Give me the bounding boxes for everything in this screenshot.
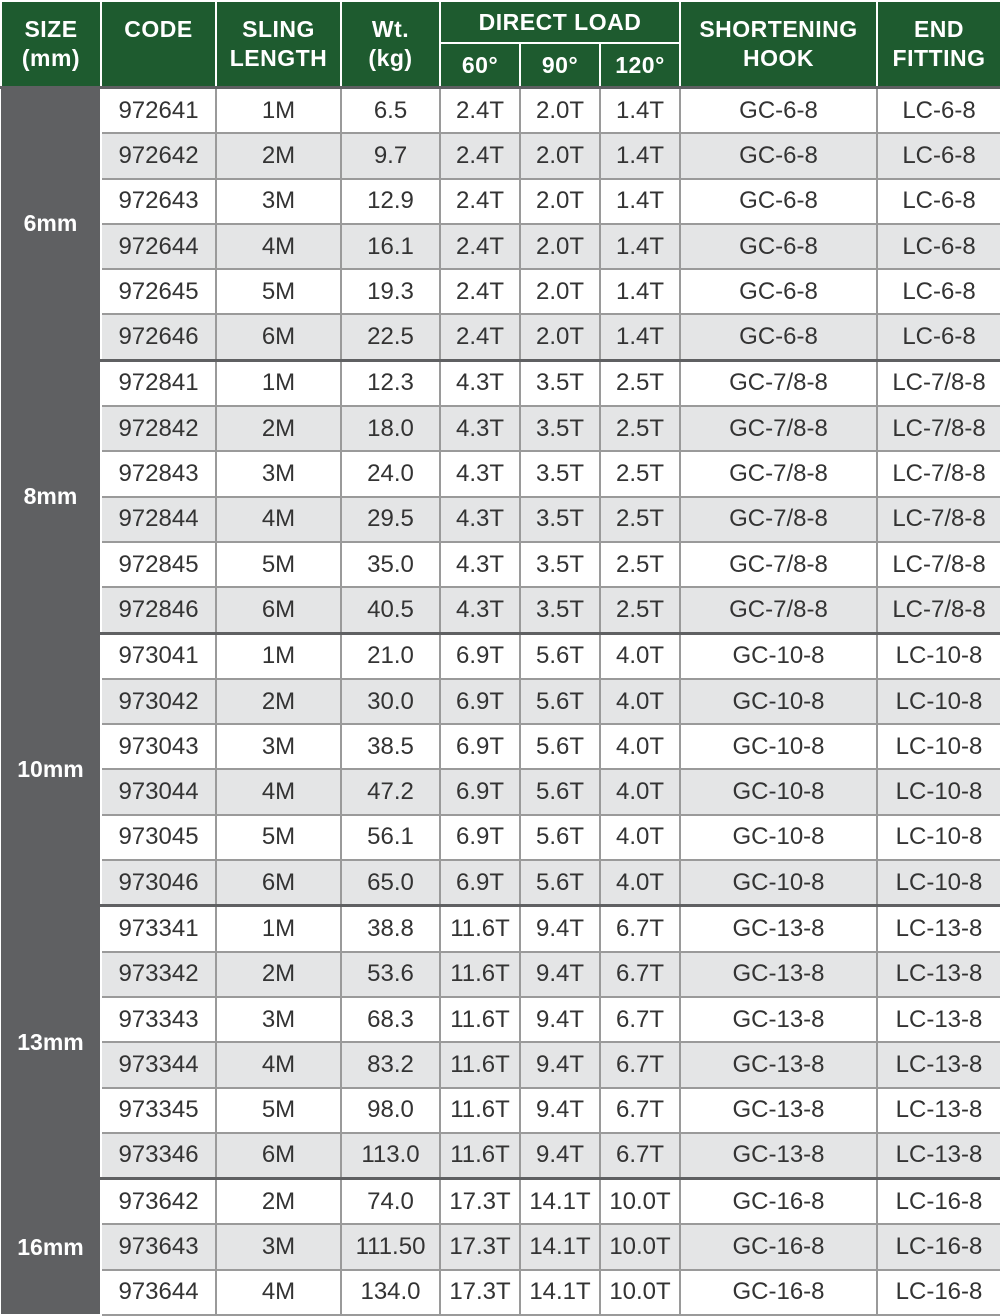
code-cell: 973644 bbox=[101, 1270, 216, 1315]
load-60-cell: 2.4T bbox=[440, 314, 520, 360]
table-row bbox=[1, 1224, 1000, 1269]
code-cell: 972644 bbox=[101, 224, 216, 269]
load-120-cell: 4.0T bbox=[600, 679, 680, 724]
load-90-cell: 2.0T bbox=[520, 314, 600, 360]
shortening-hook-cell: GC-6-8 bbox=[680, 133, 877, 178]
sling-length-cell: 4M bbox=[216, 1042, 341, 1087]
end-fitting-cell: LC-10-8 bbox=[877, 769, 1000, 814]
load-60-cell: 11.6T bbox=[440, 952, 520, 997]
load-60-cell: 11.6T bbox=[440, 997, 520, 1042]
header-sling-length-line1: SLING bbox=[242, 16, 315, 42]
load-120-cell: 2.5T bbox=[600, 587, 680, 633]
code-cell: 973043 bbox=[101, 724, 216, 769]
table-row bbox=[1, 88, 1000, 134]
load-90-cell: 5.6T bbox=[520, 769, 600, 814]
code-cell: 973041 bbox=[101, 633, 216, 679]
sling-length-cell: 5M bbox=[216, 815, 341, 860]
weight-cell: 12.9 bbox=[341, 179, 440, 224]
sling-length-cell: 2M bbox=[216, 1179, 341, 1225]
sling-length-cell: 6M bbox=[216, 1133, 341, 1179]
sling-length-cell: 6M bbox=[216, 314, 341, 360]
load-120-cell: 2.5T bbox=[600, 542, 680, 587]
sling-length-cell: 1M bbox=[216, 906, 341, 952]
end-fitting-cell: LC-7/8-8 bbox=[877, 587, 1000, 633]
table-row bbox=[1, 679, 1000, 724]
code-cell: 972846 bbox=[101, 587, 216, 633]
table-row bbox=[1, 224, 1000, 269]
load-60-cell: 17.3T bbox=[440, 1179, 520, 1225]
load-90-cell: 9.4T bbox=[520, 952, 600, 997]
load-60-cell: 4.3T bbox=[440, 360, 520, 406]
load-90-cell: 5.6T bbox=[520, 815, 600, 860]
sling-length-cell: 2M bbox=[216, 679, 341, 724]
size-group-label: 13mm bbox=[1, 906, 101, 1179]
code-cell: 972843 bbox=[101, 451, 216, 496]
code-cell: 972642 bbox=[101, 133, 216, 178]
end-fitting-cell: LC-13-8 bbox=[877, 1133, 1000, 1179]
weight-cell: 18.0 bbox=[341, 406, 440, 451]
shortening-hook-cell: GC-13-8 bbox=[680, 952, 877, 997]
weight-cell: 53.6 bbox=[341, 952, 440, 997]
shortening-hook-cell: GC-13-8 bbox=[680, 1042, 877, 1087]
load-120-cell: 4.0T bbox=[600, 815, 680, 860]
load-60-cell: 6.9T bbox=[440, 815, 520, 860]
header-code bbox=[101, 1, 216, 88]
header-end-fitting bbox=[877, 1, 1000, 88]
load-120-cell: 6.7T bbox=[600, 1088, 680, 1133]
weight-cell: 98.0 bbox=[341, 1088, 440, 1133]
header-angle-90: 90° bbox=[520, 43, 600, 88]
load-90-cell: 3.5T bbox=[520, 360, 600, 406]
load-90-cell: 9.4T bbox=[520, 1088, 600, 1133]
shortening-hook-cell: GC-6-8 bbox=[680, 314, 877, 360]
weight-cell: 68.3 bbox=[341, 997, 440, 1042]
load-60-cell: 4.3T bbox=[440, 406, 520, 451]
header-size-line1: SIZE bbox=[24, 16, 78, 42]
load-120-cell: 1.4T bbox=[600, 88, 680, 134]
shortening-hook-cell: GC-16-8 bbox=[680, 1270, 877, 1315]
load-120-cell: 4.0T bbox=[600, 724, 680, 769]
weight-cell: 111.50 bbox=[341, 1224, 440, 1269]
load-120-cell: 1.4T bbox=[600, 224, 680, 269]
code-cell: 973344 bbox=[101, 1042, 216, 1087]
end-fitting-cell: LC-7/8-8 bbox=[877, 360, 1000, 406]
header-sling-length bbox=[216, 1, 341, 88]
load-60-cell: 17.3T bbox=[440, 1224, 520, 1269]
table-row bbox=[1, 542, 1000, 587]
shortening-hook-cell: GC-10-8 bbox=[680, 724, 877, 769]
weight-cell: 47.2 bbox=[341, 769, 440, 814]
sling-length-cell: 2M bbox=[216, 952, 341, 997]
load-120-cell: 6.7T bbox=[600, 1042, 680, 1087]
shortening-hook-cell: GC-6-8 bbox=[680, 269, 877, 314]
end-fitting-cell: LC-13-8 bbox=[877, 997, 1000, 1042]
shortening-hook-cell: GC-13-8 bbox=[680, 906, 877, 952]
load-120-cell: 6.7T bbox=[600, 1133, 680, 1179]
table-header bbox=[1, 1, 1000, 88]
header-shortening-hook-line1: SHORTENING bbox=[699, 16, 858, 42]
load-60-cell: 11.6T bbox=[440, 1042, 520, 1087]
weight-cell: 30.0 bbox=[341, 679, 440, 724]
load-120-cell: 4.0T bbox=[600, 769, 680, 814]
code-cell: 973341 bbox=[101, 906, 216, 952]
end-fitting-cell: LC-6-8 bbox=[877, 133, 1000, 178]
table-row bbox=[1, 997, 1000, 1042]
load-60-cell: 6.9T bbox=[440, 633, 520, 679]
end-fitting-cell: LC-16-8 bbox=[877, 1224, 1000, 1269]
load-90-cell: 2.0T bbox=[520, 224, 600, 269]
weight-cell: 56.1 bbox=[341, 815, 440, 860]
header-angle-60: 60° bbox=[440, 43, 520, 88]
sling-length-cell: 5M bbox=[216, 542, 341, 587]
load-120-cell: 10.0T bbox=[600, 1270, 680, 1315]
table-row bbox=[1, 815, 1000, 860]
header-size bbox=[1, 1, 101, 88]
shortening-hook-cell: GC-7/8-8 bbox=[680, 360, 877, 406]
shortening-hook-cell: GC-7/8-8 bbox=[680, 542, 877, 587]
end-fitting-cell: LC-6-8 bbox=[877, 314, 1000, 360]
code-cell: 973342 bbox=[101, 952, 216, 997]
load-90-cell: 14.1T bbox=[520, 1270, 600, 1315]
table-row bbox=[1, 497, 1000, 542]
sling-length-cell: 3M bbox=[216, 724, 341, 769]
code-cell: 972641 bbox=[101, 88, 216, 134]
load-90-cell: 2.0T bbox=[520, 269, 600, 314]
end-fitting-cell: LC-13-8 bbox=[877, 906, 1000, 952]
load-60-cell: 4.3T bbox=[440, 587, 520, 633]
table-row bbox=[1, 1042, 1000, 1087]
end-fitting-cell: LC-7/8-8 bbox=[877, 497, 1000, 542]
table-row bbox=[1, 179, 1000, 224]
shortening-hook-cell: GC-7/8-8 bbox=[680, 587, 877, 633]
header-shortening-hook bbox=[680, 1, 877, 88]
header-direct-load-label: DIRECT LOAD bbox=[478, 8, 642, 35]
weight-cell: 38.8 bbox=[341, 906, 440, 952]
load-120-cell: 1.4T bbox=[600, 269, 680, 314]
shortening-hook-cell: GC-13-8 bbox=[680, 997, 877, 1042]
sling-length-cell: 6M bbox=[216, 860, 341, 906]
sling-length-cell: 3M bbox=[216, 997, 341, 1042]
load-60-cell: 4.3T bbox=[440, 451, 520, 496]
shortening-hook-cell: GC-16-8 bbox=[680, 1224, 877, 1269]
code-cell: 972845 bbox=[101, 542, 216, 587]
sling-length-cell: 4M bbox=[216, 769, 341, 814]
load-120-cell: 6.7T bbox=[600, 997, 680, 1042]
sling-length-cell: 4M bbox=[216, 224, 341, 269]
code-cell: 973345 bbox=[101, 1088, 216, 1133]
weight-cell: 134.0 bbox=[341, 1270, 440, 1315]
load-120-cell: 6.7T bbox=[600, 952, 680, 997]
end-fitting-cell: LC-6-8 bbox=[877, 224, 1000, 269]
header-weight bbox=[341, 1, 440, 88]
shortening-hook-cell: GC-10-8 bbox=[680, 679, 877, 724]
table-row bbox=[1, 1133, 1000, 1179]
load-120-cell: 2.5T bbox=[600, 406, 680, 451]
sling-length-cell: 3M bbox=[216, 1224, 341, 1269]
load-90-cell: 3.5T bbox=[520, 497, 600, 542]
end-fitting-cell: LC-7/8-8 bbox=[877, 451, 1000, 496]
table-row bbox=[1, 724, 1000, 769]
table-row bbox=[1, 587, 1000, 633]
load-120-cell: 4.0T bbox=[600, 633, 680, 679]
sling-length-cell: 6M bbox=[216, 587, 341, 633]
weight-cell: 29.5 bbox=[341, 497, 440, 542]
code-cell: 972841 bbox=[101, 360, 216, 406]
end-fitting-cell: LC-13-8 bbox=[877, 1088, 1000, 1133]
header-angle-120: 120° bbox=[600, 43, 680, 88]
weight-cell: 22.5 bbox=[341, 314, 440, 360]
table-row bbox=[1, 133, 1000, 178]
header-end-fitting-line1: END bbox=[913, 16, 965, 42]
code-cell: 973346 bbox=[101, 1133, 216, 1179]
sling-length-cell: 2M bbox=[216, 406, 341, 451]
load-120-cell: 2.5T bbox=[600, 451, 680, 496]
sling-length-cell: 3M bbox=[216, 179, 341, 224]
load-60-cell: 4.3T bbox=[440, 542, 520, 587]
load-120-cell: 2.5T bbox=[600, 360, 680, 406]
load-60-cell: 17.3T bbox=[440, 1270, 520, 1315]
table-row bbox=[1, 360, 1000, 406]
load-120-cell: 2.5T bbox=[600, 497, 680, 542]
load-60-cell: 6.9T bbox=[440, 769, 520, 814]
header-code-label: CODE bbox=[124, 16, 193, 42]
load-60-cell: 11.6T bbox=[440, 1133, 520, 1179]
table-row bbox=[1, 314, 1000, 360]
load-90-cell: 2.0T bbox=[520, 133, 600, 178]
weight-cell: 6.5 bbox=[341, 88, 440, 134]
header-weight-line2: (kg) bbox=[368, 45, 413, 71]
weight-cell: 83.2 bbox=[341, 1042, 440, 1087]
weight-cell: 38.5 bbox=[341, 724, 440, 769]
load-90-cell: 9.4T bbox=[520, 906, 600, 952]
code-cell: 972645 bbox=[101, 269, 216, 314]
load-120-cell: 4.0T bbox=[600, 860, 680, 906]
table-row bbox=[1, 906, 1000, 952]
load-120-cell: 1.4T bbox=[600, 133, 680, 178]
weight-cell: 19.3 bbox=[341, 269, 440, 314]
header-size-line2: (mm) bbox=[21, 45, 81, 71]
table-body bbox=[1, 88, 1000, 1316]
sling-length-cell: 3M bbox=[216, 451, 341, 496]
load-90-cell: 5.6T bbox=[520, 679, 600, 724]
load-120-cell: 6.7T bbox=[600, 906, 680, 952]
end-fitting-cell: LC-10-8 bbox=[877, 724, 1000, 769]
load-60-cell: 2.4T bbox=[440, 224, 520, 269]
load-120-cell: 1.4T bbox=[600, 314, 680, 360]
sling-length-cell: 4M bbox=[216, 1270, 341, 1315]
size-group-label: 8mm bbox=[1, 360, 101, 633]
end-fitting-cell: LC-16-8 bbox=[877, 1179, 1000, 1225]
table-row bbox=[1, 769, 1000, 814]
shortening-hook-cell: GC-10-8 bbox=[680, 633, 877, 679]
weight-cell: 40.5 bbox=[341, 587, 440, 633]
table-row bbox=[1, 1179, 1000, 1225]
shortening-hook-cell: GC-10-8 bbox=[680, 815, 877, 860]
size-group-label: 16mm bbox=[1, 1179, 101, 1315]
end-fitting-cell: LC-6-8 bbox=[877, 269, 1000, 314]
load-90-cell: 3.5T bbox=[520, 587, 600, 633]
code-cell: 973343 bbox=[101, 997, 216, 1042]
table-row bbox=[1, 451, 1000, 496]
end-fitting-cell: LC-7/8-8 bbox=[877, 406, 1000, 451]
code-cell: 973044 bbox=[101, 769, 216, 814]
load-90-cell: 2.0T bbox=[520, 88, 600, 134]
weight-cell: 9.7 bbox=[341, 133, 440, 178]
shortening-hook-cell: GC-6-8 bbox=[680, 224, 877, 269]
weight-cell: 12.3 bbox=[341, 360, 440, 406]
code-cell: 973643 bbox=[101, 1224, 216, 1269]
load-60-cell: 6.9T bbox=[440, 679, 520, 724]
load-60-cell: 11.6T bbox=[440, 1088, 520, 1133]
load-90-cell: 3.5T bbox=[520, 542, 600, 587]
weight-cell: 113.0 bbox=[341, 1133, 440, 1179]
load-60-cell: 2.4T bbox=[440, 269, 520, 314]
table-row bbox=[1, 1270, 1000, 1315]
shortening-hook-cell: GC-7/8-8 bbox=[680, 497, 877, 542]
table-row bbox=[1, 633, 1000, 679]
load-60-cell: 6.9T bbox=[440, 860, 520, 906]
weight-cell: 65.0 bbox=[341, 860, 440, 906]
load-60-cell: 2.4T bbox=[440, 88, 520, 134]
weight-cell: 16.1 bbox=[341, 224, 440, 269]
table-row bbox=[1, 952, 1000, 997]
shortening-hook-cell: GC-10-8 bbox=[680, 860, 877, 906]
load-60-cell: 2.4T bbox=[440, 133, 520, 178]
shortening-hook-cell: GC-13-8 bbox=[680, 1088, 877, 1133]
sling-length-cell: 1M bbox=[216, 360, 341, 406]
end-fitting-cell: LC-16-8 bbox=[877, 1270, 1000, 1315]
end-fitting-cell: LC-10-8 bbox=[877, 633, 1000, 679]
load-60-cell: 11.6T bbox=[440, 906, 520, 952]
load-90-cell: 14.1T bbox=[520, 1224, 600, 1269]
shortening-hook-cell: GC-16-8 bbox=[680, 1179, 877, 1225]
sling-length-cell: 1M bbox=[216, 633, 341, 679]
weight-cell: 21.0 bbox=[341, 633, 440, 679]
load-120-cell: 10.0T bbox=[600, 1179, 680, 1225]
shortening-hook-cell: GC-6-8 bbox=[680, 179, 877, 224]
code-cell: 972844 bbox=[101, 497, 216, 542]
shortening-hook-cell: GC-13-8 bbox=[680, 1133, 877, 1179]
load-90-cell: 9.4T bbox=[520, 1042, 600, 1087]
load-60-cell: 2.4T bbox=[440, 179, 520, 224]
shortening-hook-cell: GC-7/8-8 bbox=[680, 451, 877, 496]
load-90-cell: 3.5T bbox=[520, 406, 600, 451]
code-cell: 972643 bbox=[101, 179, 216, 224]
end-fitting-cell: LC-10-8 bbox=[877, 860, 1000, 906]
code-cell: 972646 bbox=[101, 314, 216, 360]
end-fitting-cell: LC-10-8 bbox=[877, 815, 1000, 860]
table-row bbox=[1, 269, 1000, 314]
sling-length-cell: 1M bbox=[216, 88, 341, 134]
header-shortening-hook-line2: HOOK bbox=[743, 45, 814, 71]
shortening-hook-cell: GC-10-8 bbox=[680, 769, 877, 814]
load-90-cell: 3.5T bbox=[520, 451, 600, 496]
header-direct-load bbox=[440, 1, 680, 43]
shortening-hook-cell: GC-7/8-8 bbox=[680, 406, 877, 451]
code-cell: 973642 bbox=[101, 1179, 216, 1225]
load-90-cell: 5.6T bbox=[520, 724, 600, 769]
header-sling-length-line2: LENGTH bbox=[229, 45, 328, 71]
load-90-cell: 5.6T bbox=[520, 860, 600, 906]
weight-cell: 24.0 bbox=[341, 451, 440, 496]
sling-length-cell: 2M bbox=[216, 133, 341, 178]
end-fitting-cell: LC-13-8 bbox=[877, 952, 1000, 997]
shortening-hook-cell: GC-6-8 bbox=[680, 88, 877, 134]
load-90-cell: 14.1T bbox=[520, 1179, 600, 1225]
code-cell: 973046 bbox=[101, 860, 216, 906]
end-fitting-cell: LC-6-8 bbox=[877, 88, 1000, 134]
load-90-cell: 5.6T bbox=[520, 633, 600, 679]
table-row bbox=[1, 1088, 1000, 1133]
sling-length-cell: 4M bbox=[216, 497, 341, 542]
sling-length-cell: 5M bbox=[216, 269, 341, 314]
load-90-cell: 2.0T bbox=[520, 179, 600, 224]
load-120-cell: 10.0T bbox=[600, 1224, 680, 1269]
code-cell: 973045 bbox=[101, 815, 216, 860]
table-row bbox=[1, 860, 1000, 906]
load-120-cell: 1.4T bbox=[600, 179, 680, 224]
load-90-cell: 9.4T bbox=[520, 997, 600, 1042]
header-end-fitting-line2: FITTING bbox=[892, 45, 986, 71]
sling-length-cell: 5M bbox=[216, 1088, 341, 1133]
load-90-cell: 9.4T bbox=[520, 1133, 600, 1179]
table-row bbox=[1, 406, 1000, 451]
end-fitting-cell: LC-13-8 bbox=[877, 1042, 1000, 1087]
header-weight-line1: Wt. bbox=[371, 16, 410, 42]
end-fitting-cell: LC-7/8-8 bbox=[877, 542, 1000, 587]
code-cell: 972842 bbox=[101, 406, 216, 451]
code-cell: 973042 bbox=[101, 679, 216, 724]
end-fitting-cell: LC-6-8 bbox=[877, 179, 1000, 224]
size-group-label: 6mm bbox=[1, 88, 101, 361]
load-60-cell: 6.9T bbox=[440, 724, 520, 769]
weight-cell: 74.0 bbox=[341, 1179, 440, 1225]
load-60-cell: 4.3T bbox=[440, 497, 520, 542]
end-fitting-cell: LC-10-8 bbox=[877, 679, 1000, 724]
weight-cell: 35.0 bbox=[341, 542, 440, 587]
size-group-label: 10mm bbox=[1, 633, 101, 906]
